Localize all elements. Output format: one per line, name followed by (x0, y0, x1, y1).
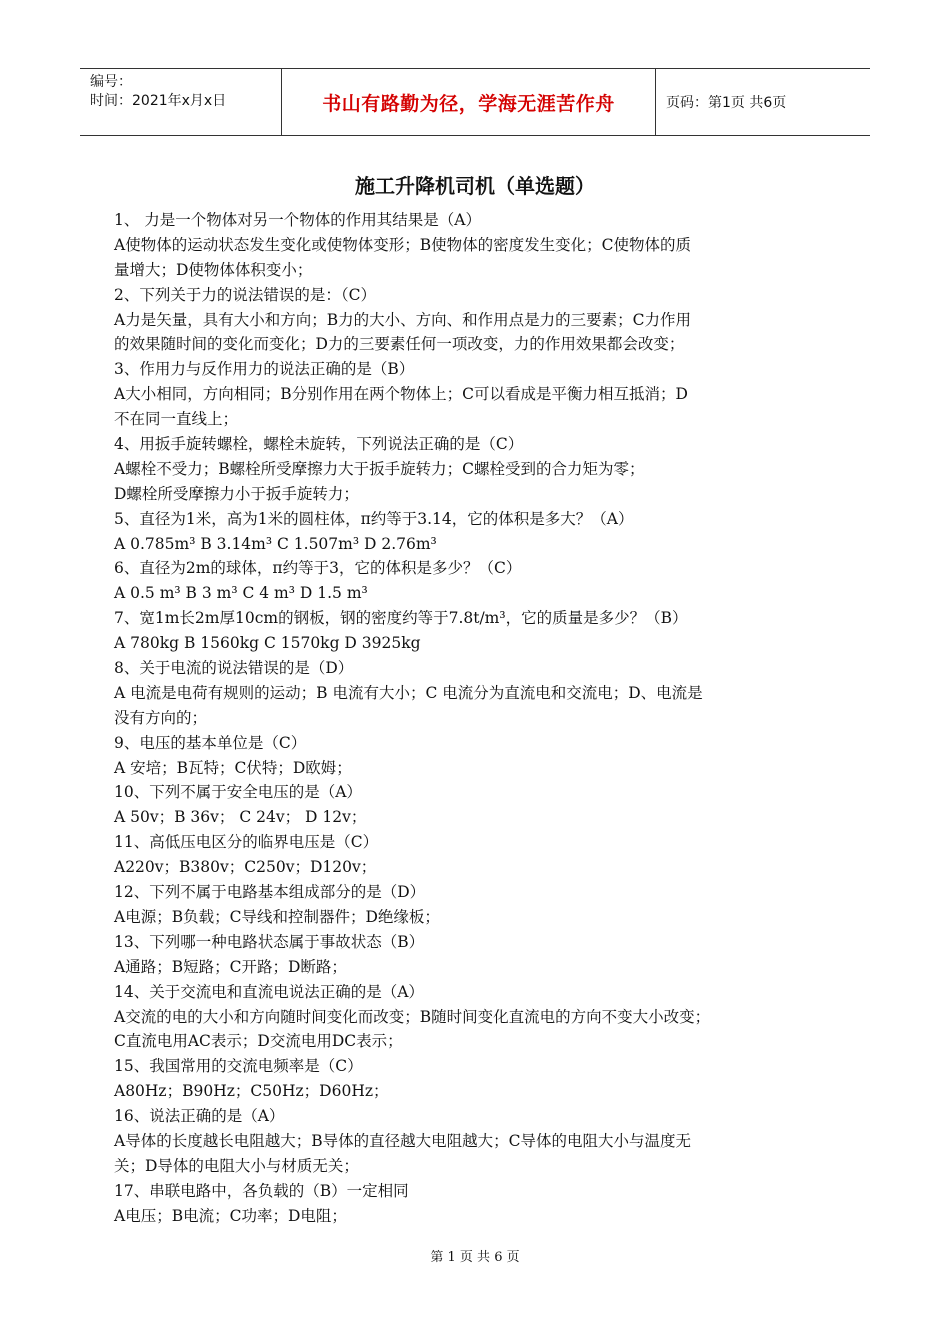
question-list (114, 208, 838, 1229)
text-line: 15、我国常用的交流电频率是（C） (114, 1057, 363, 1076)
text-line: A220v；B380v；C250v；D120v； (114, 858, 377, 877)
text-line: D螺栓所受摩擦力小于扳手旋转力； (114, 484, 359, 503)
page-footer: 第 1 页 共 6 页 (430, 1250, 520, 1265)
text-line: A 电流是电荷有规则的运动；B 电流有大小；C 电流分为直流电和交流电；D、电流是 (114, 683, 703, 702)
document-header (80, 68, 870, 136)
text-line: 关；D导体的电阻大小与材质无关； (114, 1156, 359, 1175)
page-title: 施工升降机司机（单选题） (355, 174, 595, 198)
text-line: 不在同一直线上； (114, 410, 239, 429)
text-line: 7、宽1m长2m厚10cm的钢板，钢的密度约等于7.8t/m³，它的质量是多少？（B） (114, 609, 688, 628)
text-line: A通路；B短路；C开路；D断路； (114, 957, 347, 976)
text-line: A使物体的运动状态发生变化或使物体变形；B使物体的密度发生变化；C使物体的质 (114, 235, 691, 254)
text-line: A螺栓不受力；B螺栓所受摩擦力大于扳手旋转力；C螺栓受到的合力矩为零； (114, 459, 645, 478)
text-line: 17、串联电路中，各负载的（B）一定相同 (114, 1181, 409, 1200)
text-line: A 50v；B 36v； C 24v； D 12v； (114, 808, 367, 827)
text-line: A 780kg B 1560kg C 1570kg D 3925kg (114, 634, 421, 653)
text-line: 量增大；D使物体体积变小； (114, 260, 313, 279)
page-info: 页码：第1页 共6页 (666, 95, 787, 111)
text-line: A电源；B负载；C导线和控制器件；D绝缘板； (114, 907, 440, 926)
text-line: 5、直径为1米，高为1米的圆柱体，π约等于3.14，它的体积是多大？（A） (114, 509, 634, 528)
number-label: 编号： (90, 74, 132, 90)
text-line: 16、说法正确的是（A） (114, 1107, 285, 1126)
text-line: A80Hz；B90Hz；C50Hz；D60Hz； (114, 1082, 389, 1101)
text-line: C直流电用AC表示；D交流电用DC表示； (114, 1032, 403, 1051)
header-motto-cell (282, 69, 656, 135)
text-line: A 0.785m³ B 3.14m³ C 1.507m³ D 2.76m³ (114, 534, 437, 553)
text-line: A大小相同，方向相同；B分别作用在两个物体上；C可以看成是平衡力相互抵消；D (114, 385, 688, 404)
header-page-cell (656, 69, 870, 135)
text-line: 3、作用力与反作用力的说法正确的是（B） (114, 360, 415, 379)
text-line: 12、下列不属于电路基本组成部分的是（D） (114, 883, 426, 902)
text-line: 1、 力是一个物体对另一个物体的作用其结果是（A） (114, 211, 481, 229)
text-line: A 0.5 m³ B 3 m³ C 4 m³ D 1.5 m³ (114, 584, 368, 603)
text-line: A交流的电的大小和方向随时间变化而改变；B随时间变化直流电的方向不变大小改变； (114, 1007, 711, 1026)
text-line: A导体的长度越长电阻越大；B导体的直径越大电阻越大；C导体的电阻大小与温度无 (114, 1131, 691, 1150)
text-line: 2、下列关于力的说法错误的是：（C） (114, 285, 376, 304)
text-line: 9、电压的基本单位是（C） (114, 733, 307, 752)
text-line: 4、用扳手旋转螺栓，螺栓未旋转，下列说法正确的是（C） (114, 435, 524, 454)
text-line: A 安培；B瓦特；C伏特；D欧姆； (114, 758, 352, 777)
text-line: 没有方向的； (114, 708, 208, 727)
text-line: 11、高低压电区分的临界电压是（C） (114, 833, 379, 852)
text-line: A电压；B电流；C功率；D电阻； (114, 1206, 347, 1225)
text-line: 8、关于电流的说法错误的是（D） (114, 659, 354, 678)
date-label: 时间：2021年x月x日 (90, 93, 227, 109)
text-line: 14、关于交流电和直流电说法正确的是（A） (114, 982, 424, 1001)
text-line: 6、直径为2m的球体，π约等于3，它的体积是多少？（C） (114, 559, 522, 578)
header-motto: 书山有路勤为径，学海无涯苦作舟 (322, 92, 615, 115)
header-info (80, 69, 282, 135)
text-line: 13、下列哪一种电路状态属于事故状态（B） (114, 932, 425, 951)
text-line: A力是矢量，具有大小和方向；B力的大小、方向、和作用点是力的三要素；C力作用 (114, 310, 691, 329)
text-line: 10、下列不属于安全电压的是（A） (114, 783, 362, 802)
text-line: 的效果随时间的变化而变化；D力的三要素任何一项改变，力的作用效果都会改变； (114, 335, 685, 354)
